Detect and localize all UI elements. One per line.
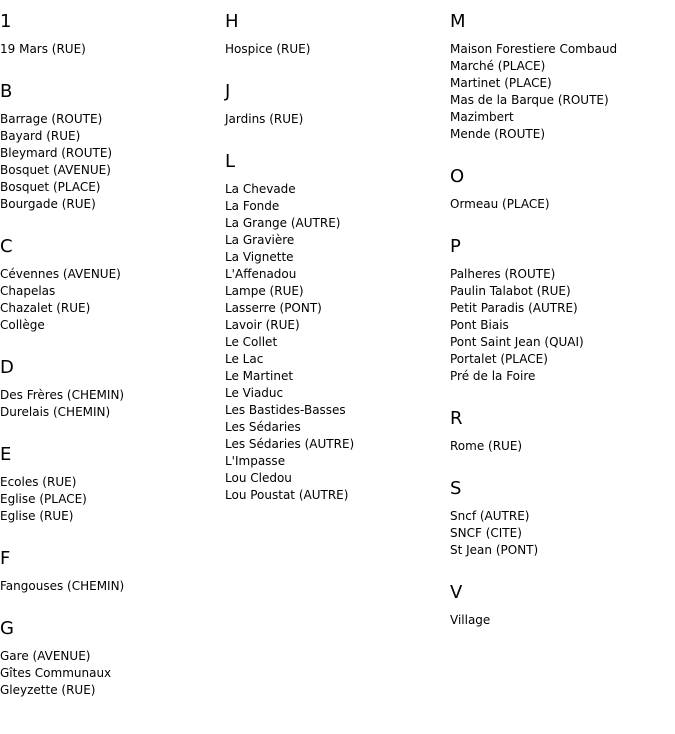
street-link[interactable]: Le Collet (225, 335, 278, 349)
letter-group (0, 11, 225, 58)
letter-group (225, 151, 450, 504)
street-list (0, 266, 225, 334)
street-link[interactable]: La Vignette (225, 250, 294, 264)
street-link[interactable]: Paulin Talabot (RUE) (450, 284, 571, 298)
street-link[interactable]: Lou Poustat (AUTRE) (225, 488, 349, 502)
street-link[interactable]: L'Affenadou (225, 267, 297, 281)
street-link[interactable]: 19 Mars (RUE) (0, 42, 86, 56)
group-letter-heading: C (0, 236, 13, 257)
street-link[interactable]: Bosquet (AVENUE) (0, 163, 111, 177)
letter-group (450, 582, 675, 629)
street-link[interactable]: Le Lac (225, 352, 264, 366)
street-link[interactable]: Bourgade (RUE) (0, 197, 96, 211)
street-list (450, 438, 675, 455)
street-link[interactable]: Les Sédaries (225, 420, 301, 434)
street-link[interactable]: Les Sédaries (AUTRE) (225, 437, 355, 451)
letter-group (0, 444, 225, 525)
street-link[interactable]: L'Impasse (225, 454, 286, 468)
street-link[interactable]: Jardins (RUE) (225, 112, 304, 126)
group-letter-heading: J (225, 81, 231, 102)
street-link[interactable]: Mende (ROUTE) (450, 127, 545, 141)
street-link[interactable]: Mazimbert (450, 110, 514, 124)
street-link[interactable]: SNCF (CITE) (450, 526, 522, 540)
street-link[interactable]: Mas de la Barque (ROUTE) (450, 93, 609, 107)
street-link[interactable]: Portalet (PLACE) (450, 352, 548, 366)
group-letter-heading: S (450, 478, 462, 499)
street-link[interactable]: La Chevade (225, 182, 296, 196)
street-link[interactable]: St Jean (PONT) (450, 543, 539, 557)
group-letter-heading: O (450, 166, 465, 187)
street-list (450, 508, 675, 559)
street-link[interactable]: Durelais (CHEMIN) (0, 405, 111, 419)
street-link[interactable]: Pont Saint Jean (QUAI) (450, 335, 584, 349)
group-letter-heading: V (450, 582, 463, 603)
group-letter-heading: 1 (0, 11, 12, 32)
letter-group (450, 166, 675, 213)
street-list (0, 111, 225, 213)
street-index-column-3 (450, 0, 675, 652)
street-link[interactable]: Petit Paradis (AUTRE) (450, 301, 578, 315)
street-index-column-1 (0, 0, 225, 722)
street-link[interactable]: Bosquet (PLACE) (0, 180, 101, 194)
street-link[interactable]: Pont Biais (450, 318, 509, 332)
street-link[interactable]: La Gravière (225, 233, 295, 247)
street-link[interactable]: Eglise (PLACE) (0, 492, 87, 506)
street-link[interactable]: Gleyzette (RUE) (0, 683, 96, 697)
letter-group (0, 81, 225, 213)
letter-group (450, 478, 675, 559)
street-link[interactable]: Chapelas (0, 284, 56, 298)
street-link[interactable]: La Grange (AUTRE) (225, 216, 341, 230)
street-link[interactable]: Des Frères (CHEMIN) (0, 388, 125, 402)
street-list (0, 474, 225, 525)
letter-group (0, 357, 225, 421)
letter-group (450, 236, 675, 385)
street-link[interactable]: Barrage (ROUTE) (0, 112, 103, 126)
street-link[interactable]: Maison Forestiere Combaud (450, 42, 618, 56)
street-link[interactable]: Village (450, 613, 491, 627)
street-link[interactable]: Marché (PLACE) (450, 59, 546, 73)
street-link[interactable]: Bleymard (ROUTE) (0, 146, 113, 160)
group-letter-heading: P (450, 236, 461, 257)
street-link[interactable]: Lampe (RUE) (225, 284, 304, 298)
letter-group (225, 81, 450, 128)
street-list (450, 266, 675, 385)
street-link[interactable]: Gare (AVENUE) (0, 649, 91, 663)
letter-group (450, 11, 675, 143)
letter-group (225, 11, 450, 58)
street-link[interactable]: Le Martinet (225, 369, 294, 383)
street-list (225, 111, 450, 128)
street-index-column-2 (225, 0, 450, 527)
letter-group (0, 618, 225, 699)
street-link[interactable]: Les Bastides-Basses (225, 403, 346, 417)
letter-group (0, 548, 225, 595)
street-list (225, 41, 450, 58)
street-link[interactable]: Chazalet (RUE) (0, 301, 91, 315)
group-letter-heading: H (225, 11, 239, 32)
street-link[interactable]: Bayard (RUE) (0, 129, 81, 143)
street-link[interactable]: Lavoir (RUE) (225, 318, 300, 332)
street-list (0, 387, 225, 421)
street-link[interactable]: Lou Cledou (225, 471, 292, 485)
street-link[interactable]: Martinet (PLACE) (450, 76, 552, 90)
group-letter-heading: E (0, 444, 12, 465)
street-link[interactable]: La Fonde (225, 199, 280, 213)
group-letter-heading: B (0, 81, 13, 102)
street-link[interactable]: Rome (RUE) (450, 439, 523, 453)
street-list (225, 181, 450, 504)
street-link[interactable]: Fangouses (CHEMIN) (0, 579, 125, 593)
street-link[interactable]: Sncf (AUTRE) (450, 509, 530, 523)
group-letter-heading: L (225, 151, 236, 172)
street-list (0, 41, 225, 58)
group-letter-heading: R (450, 408, 463, 429)
group-letter-heading: D (0, 357, 14, 378)
street-link[interactable]: Ormeau (PLACE) (450, 197, 550, 211)
street-link[interactable]: Ecoles (RUE) (0, 475, 77, 489)
street-link[interactable]: Gîtes Communaux (0, 666, 112, 680)
street-link[interactable]: Collège (0, 318, 45, 332)
street-link[interactable]: Le Viaduc (225, 386, 284, 400)
letter-group (450, 408, 675, 455)
street-link[interactable]: Hospice (RUE) (225, 42, 311, 56)
street-link[interactable]: Pré de la Foire (450, 369, 536, 383)
street-link[interactable]: Eglise (RUE) (0, 509, 74, 523)
group-letter-heading: F (0, 548, 11, 569)
street-list (450, 612, 675, 629)
group-letter-heading: M (450, 11, 466, 32)
street-list (0, 648, 225, 699)
street-list (450, 41, 675, 143)
street-link[interactable]: Cévennes (AVENUE) (0, 267, 121, 281)
street-link[interactable]: Palheres (ROUTE) (450, 267, 556, 281)
letter-group (0, 236, 225, 334)
street-list (0, 578, 225, 595)
group-letter-heading: G (0, 618, 14, 639)
street-list (450, 196, 675, 213)
street-link[interactable]: Lasserre (PONT) (225, 301, 322, 315)
